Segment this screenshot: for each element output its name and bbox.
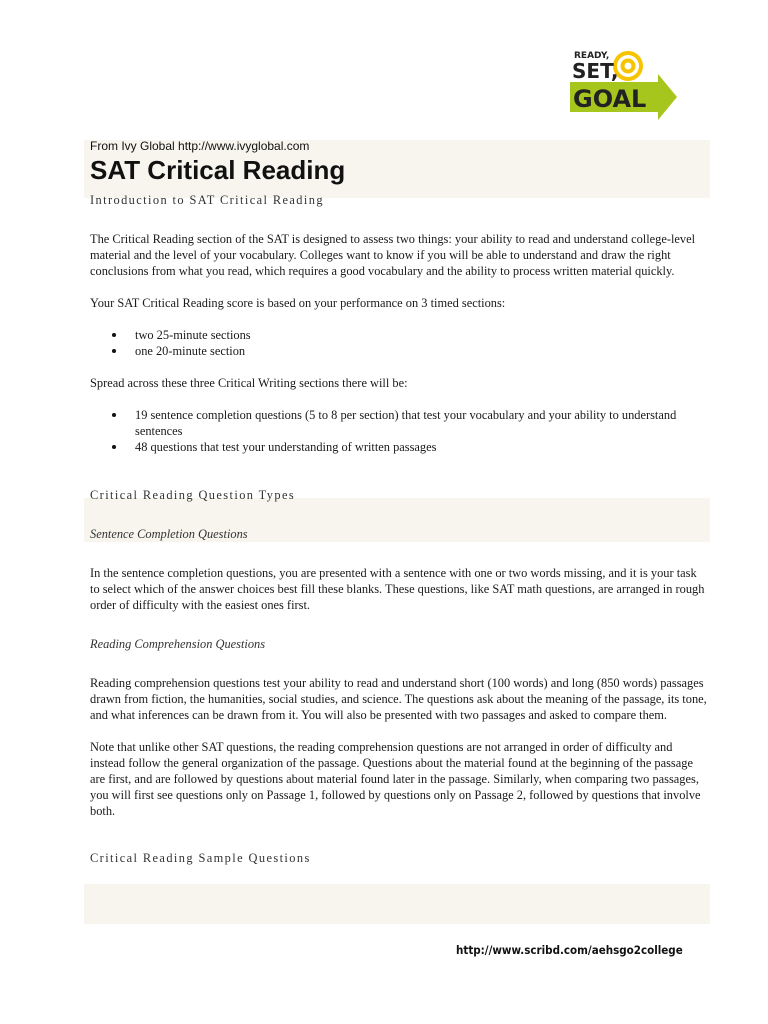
section-heading-types: Critical Reading Question Types [90,488,296,502]
scribd-link[interactable]: http://www.scribd.com/aehsgo2college [456,943,683,957]
document-body [90,192,708,889]
logo-text-goal: GOAL [573,85,647,113]
subheading-sentence-completion: Sentence Completion Questions [90,527,248,541]
ready-set-goal-logo [566,44,678,122]
paragraph: Reading comprehension questions test your ability to read and understand short (100 words) and long (850 words) passages drawn from fiction, the humanities, social studies, and science. The questions ask about the meaning of the passage, its tone, and what inferences can be drawn from it. You will also be presented with two passages and asked to compare them. [90,676,707,722]
paragraph: Your SAT Critical Reading score is based on your performance on 3 timed sections: [90,296,506,310]
list-item: 19 sentence completion questions (5 to 8 per section) that test your vocabulary and your ability to understand sentences [90,407,708,439]
section-heading-samples: Critical Reading Sample Questions [90,851,311,865]
list-item: two 25-minute sections [90,327,708,343]
bullet-list-sections [90,327,708,359]
paragraph: Note that unlike other SAT questions, the reading comprehension questions are not arranged in order of difficulty and instead follow the general organization of the passage. Questions about the material found at the beginning of the passage are first, and are followed by questions about material found later in the passage. Similarly, when comparing two passages, you will first see questions only on Passage 1, followed by questions only on Passage 2, followed by questions that involve both. [90,740,701,818]
paragraph: In the sentence completion questions, you are presented with a sentence with one or two words missing, and it is your task to select which of the answer choices best fill these blanks. These questions, like SAT math questions, are arranged in rough order of difficulty with the easiest ones first. [90,566,705,612]
list-item: one 20-minute section [90,343,708,359]
background-band [84,884,710,924]
bullet-list-questions [90,407,708,455]
subheading-reading-comprehension: Reading Comprehension Questions [90,637,266,651]
list-item: 48 questions that test your understanding of written passages [90,439,708,455]
source-line: From Ivy Global http://www.ivyglobal.com [90,139,310,153]
logo-text-ready: READY, [574,51,610,61]
paragraph: The Critical Reading section of the SAT is designed to assess two things: your ability to read and understand college-level material and the level of your vocabulary. Colleges want to know if you will be able to understand and draw the right conclusions from what you read, which requires a good vocabulary and the ability to process written material quickly. [90,232,696,278]
page-title: SAT Critical Reading [90,155,346,185]
section-heading-intro: Introduction to SAT Critical Reading [90,193,324,207]
logo-text-set: SET, [572,59,619,83]
paragraph: Spread across these three Critical Writing sections there will be: [90,376,408,390]
